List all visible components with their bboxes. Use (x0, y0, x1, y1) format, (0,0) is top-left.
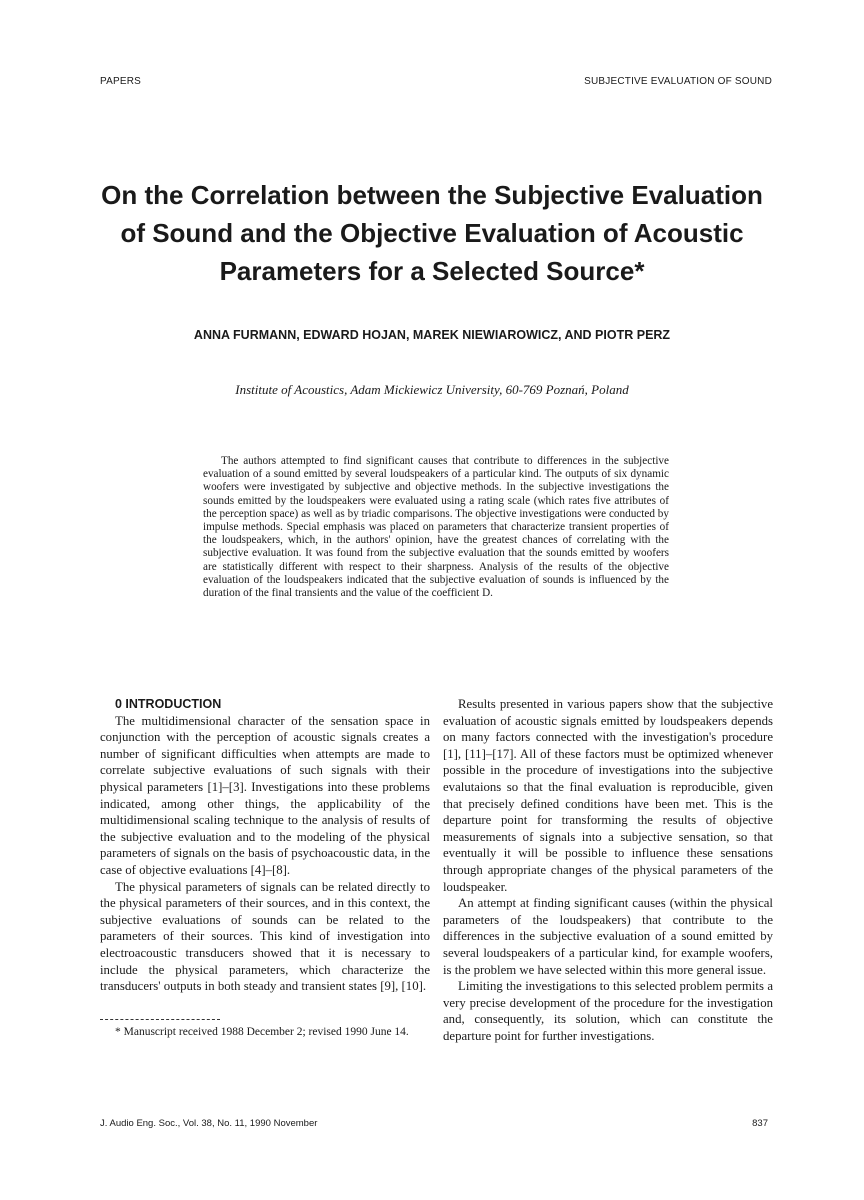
journal-citation: J. Audio Eng. Soc., Vol. 38, No. 11, 1990 November (100, 1118, 318, 1129)
body-paragraph: The multidimensional character of the sensation space in conjunction with the perception of acoustic signals creates a number of significant difficulties when attempts are made to correlate subjective evaluations of such signals with their physical parameters [1]–[3]. Investigations into these problems indicated, among other things, the applicability of the multidimensional scaling technique to the analysis of results of the subjective evaluation and to the modeling of the physical parameters of signals on the basis of psychoacoustic data, in the case of objective evaluations [4]–[8]. (100, 713, 430, 877)
footnote-rule (100, 1019, 220, 1020)
paper-title (60, 176, 804, 290)
abstract: The authors attempted to find significant causes that contribute to differences in the subjective evaluation of a sound emitted by several loudspeakers of a particular kind. The outputs of six dynamic woofers were investigated by subjective and objective methods. In the subjective investigations the sounds emitted by the loudspeakers were evaluated using a rating scale (which rates five attributes of the perception space) as well as by triadic comparisons. The objective investigations were conducted by impulse methods. Special emphasis was placed on parameters that characterize transient properties of the loudspeakers, which, in the authors' opinion, have the greatest chances of correlating with the subjective evaluation. It was found from the subjective evaluation that the sounds emitted by woofers are statistically different with respect to their sharpness. Analysis of the results of the objective evaluation of the loudspeakers indicated that the subjective evaluation of sounds is influenced by the duration of the final transients and the value of the coefficient D. (203, 455, 669, 600)
left-column (100, 696, 430, 1039)
author-list: ANNA FURMANN, EDWARD HOJAN, MAREK NIEWIAROWICZ, AND PIOTR PERZ (193, 328, 671, 342)
right-column (443, 696, 773, 1044)
title-line-2: of Sound and the Objective Evaluation of Acoustic (120, 218, 744, 248)
footnote: * Manuscript received 1988 December 2; revised 1990 June 14. (115, 1025, 409, 1038)
body-paragraph: Results presented in various papers show that the subjective evaluation of acoustic signals emitted by loudspeakers depends on many factors connected with the investigation's procedure [1], [11]–[17]. All of these factors must be optimized whenever possible in the procedure of investigations into the subjective evalutaions so that the final evaluation is reproducible, given that precisely defined conditions have been met. This is the departure point for transforming the results of objective measurements of signals into a subjective sensation, so that eventually it will be possible to influence these sensations through appropriate changes of the physical parameters of the loudspeaker. (443, 697, 773, 894)
section-heading: 0 INTRODUCTION (115, 697, 222, 711)
body-paragraph: Limiting the investigations to this selected problem permits a very precise development of the procedure for the investigation and, consequently, its solution, which can constitute the departure point for further investigations. (443, 979, 773, 1043)
title-line-3: Parameters for a Selected Source* (219, 256, 645, 286)
affiliation: Institute of Acoustics, Adam Mickiewicz University, 60-769 Poznań, Poland (235, 382, 629, 397)
title-line-1: On the Correlation between the Subjective Evaluation (101, 180, 763, 210)
body-paragraph: An attempt at finding significant causes (within the physical parameters of the loudspeakers) that contribute to the differences in the subjective evaluation of a sound emitted by several loudspeakers of a particular kind, for example woofers, is the problem we have selected within this more general issue. (443, 896, 773, 977)
body-paragraph: The physical parameters of signals can be related directly to the physical parameters of their sources, and in this context, the subjective evaluations of sounds can be related to the parameters of their sources. This kind of investigation into electroacoustic transducers showed that it is necessary to include the physical parameters, which characterize the transducers' outputs in both steady and transient states [9], [10]. (100, 879, 430, 994)
running-header-right: SUBJECTIVE EVALUATION OF SOUND (584, 76, 772, 87)
running-header-left: PAPERS (100, 76, 142, 87)
page-number: 837 (752, 1118, 768, 1129)
